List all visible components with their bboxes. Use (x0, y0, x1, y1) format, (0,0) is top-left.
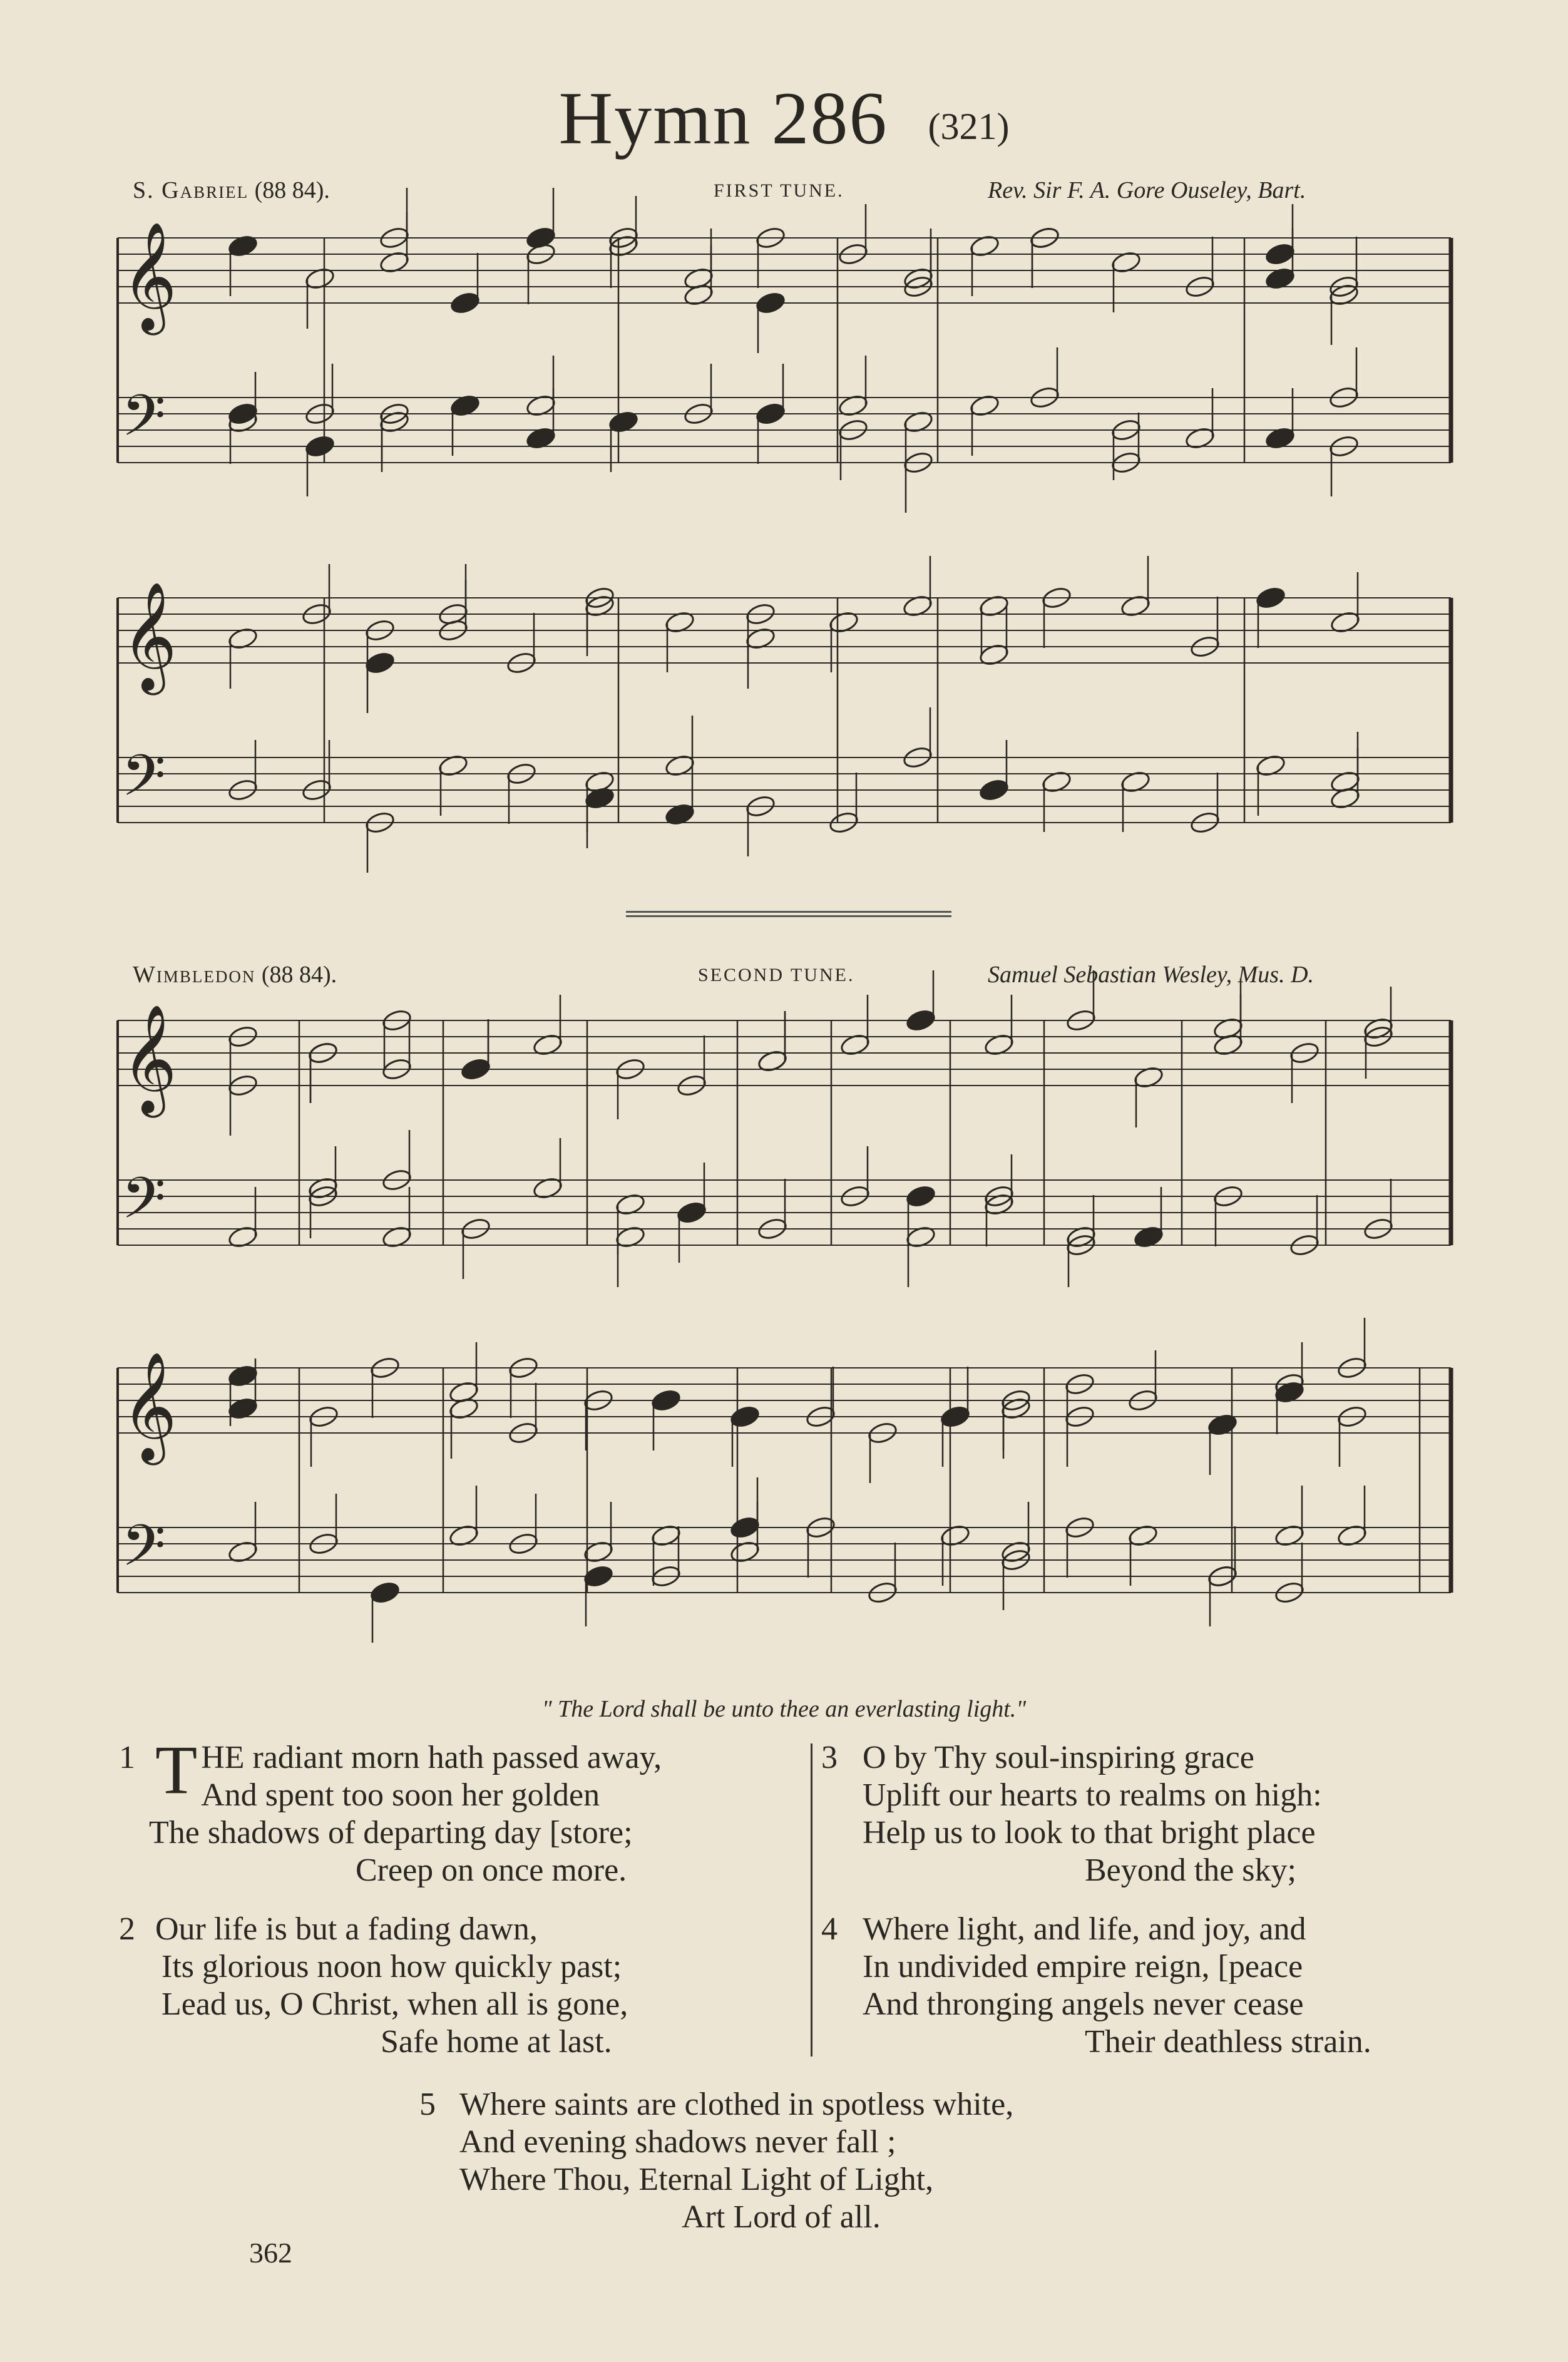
verse-5-line-3: Where Thou, Eternal Light of Light, (459, 2162, 934, 2197)
verse-4-line-3: And thronging angels never cease (863, 1986, 1304, 2022)
tune-1-name-line (133, 177, 330, 204)
verse-1-number: 1 (119, 1740, 135, 1775)
music-system-1 (118, 222, 1457, 501)
page-number: 362 (249, 2237, 292, 2269)
verse-2-line-4: Safe home at last. (381, 2024, 612, 2060)
verse-1 (119, 1732, 801, 1889)
note-head (1255, 585, 1286, 610)
verse-4-line-1: Where light, and life, and joy, and (863, 1911, 1306, 1947)
music-system-2 (118, 582, 1457, 861)
epigraph: " The Lord shall be unto thee an everlasting light." (541, 1696, 1027, 1722)
tune-2-meter: (88 84). (261, 962, 337, 988)
note-head (364, 650, 396, 675)
note-head (449, 290, 481, 315)
verse-1-line-2: And spent too soon her golden (201, 1777, 600, 1813)
treble-clef: 𝄞 (121, 222, 177, 331)
verse-2-line-1: Our life is but a fading dawn, (155, 1911, 538, 1947)
note-head (755, 401, 786, 426)
verse-3-line-1: O by Thy soul-inspiring grace (863, 1740, 1254, 1775)
note-head (1264, 242, 1296, 266)
hymn-title (0, 75, 1568, 162)
note-head (304, 434, 336, 458)
tune-1-meter: (88 84). (254, 177, 330, 203)
verse-2 (119, 1911, 801, 2061)
note-head (729, 1515, 761, 1539)
verse-4-number: 4 (821, 1911, 838, 1947)
treble-clef: 𝄞 (121, 582, 177, 691)
treble-clef: 𝄞 (121, 1004, 177, 1113)
music-system-4 (118, 1352, 1457, 1631)
verse-5-line-4: Art Lord of all. (682, 2199, 881, 2235)
note-head (978, 778, 1010, 802)
bass-clef: 𝄢 (121, 1165, 166, 1245)
tune-1-composer: Rev. Sir F. A. Gore Ouseley, Bart. (988, 177, 1306, 203)
bass-clef: 𝄢 (121, 383, 166, 463)
verse-4 (821, 1911, 1510, 2061)
bass-clef: 𝄢 (121, 1512, 166, 1593)
tune-2-label: SECOND TUNE. (698, 965, 855, 985)
verse-column-rule (811, 1743, 812, 2056)
music-system-3 (118, 1004, 1457, 1283)
drop-cap-t: T (155, 1732, 198, 1808)
verse-2-number: 2 (119, 1911, 135, 1947)
note-head (905, 1184, 936, 1208)
tune-divider (626, 911, 951, 917)
verse-3 (821, 1739, 1510, 1889)
tune-2-name: Wimbledon (133, 962, 256, 988)
verse-1-line-4: Creep on once more. (356, 1852, 627, 1888)
verse-5-line-1: Where saints are clothed in spotless white, (459, 2087, 1014, 2122)
note-head (460, 1057, 491, 1081)
tune-2-name-line (133, 961, 337, 988)
hymn-title-text: Hymn 286 (558, 76, 888, 160)
note-head (369, 1580, 401, 1605)
verse-3-line-4: Beyond the sky; (1085, 1852, 1296, 1888)
verse-5 (419, 2086, 1233, 2236)
verse-5-line-2: And evening shadows never fall ; (459, 2124, 896, 2160)
hymn-alt-number: (321) (928, 106, 1010, 148)
note-head (729, 1404, 761, 1429)
treble-clef: 𝄞 (121, 1352, 177, 1461)
note-head (905, 1008, 936, 1032)
verse-3-line-3: Help us to look to that bright place (863, 1815, 1316, 1851)
verse-4-line-2: In undivided empire reign, [peace (863, 1949, 1303, 1985)
verse-1-line-1-text: HE radiant morn hath passed away, (201, 1740, 662, 1775)
verse-3-line-2: Uplift our hearts to realms on high: (863, 1777, 1322, 1813)
note-head (755, 290, 786, 315)
tune-1-name: S. Gabriel (133, 177, 249, 203)
note-head (676, 1200, 707, 1225)
verse-3-number: 3 (821, 1740, 838, 1775)
verse-4-line-4: Their deathless strain. (1085, 2024, 1371, 2060)
bass-clef: 𝄢 (121, 742, 166, 823)
verse-2-line-2: Its glorious noon how quickly past; (161, 1949, 622, 1985)
tune-1-label: FIRST TUNE. (714, 180, 844, 201)
verse-5-number: 5 (419, 2087, 436, 2122)
note-head (650, 1388, 682, 1412)
tune-2-composer: Samuel Sebastian Wesley, Mus. D. (988, 962, 1314, 988)
verse-1-line-3: The shadows of departing day [store; (149, 1815, 633, 1851)
verse-2-line-3: Lead us, O Christ, when all is gone, (161, 1986, 628, 2022)
